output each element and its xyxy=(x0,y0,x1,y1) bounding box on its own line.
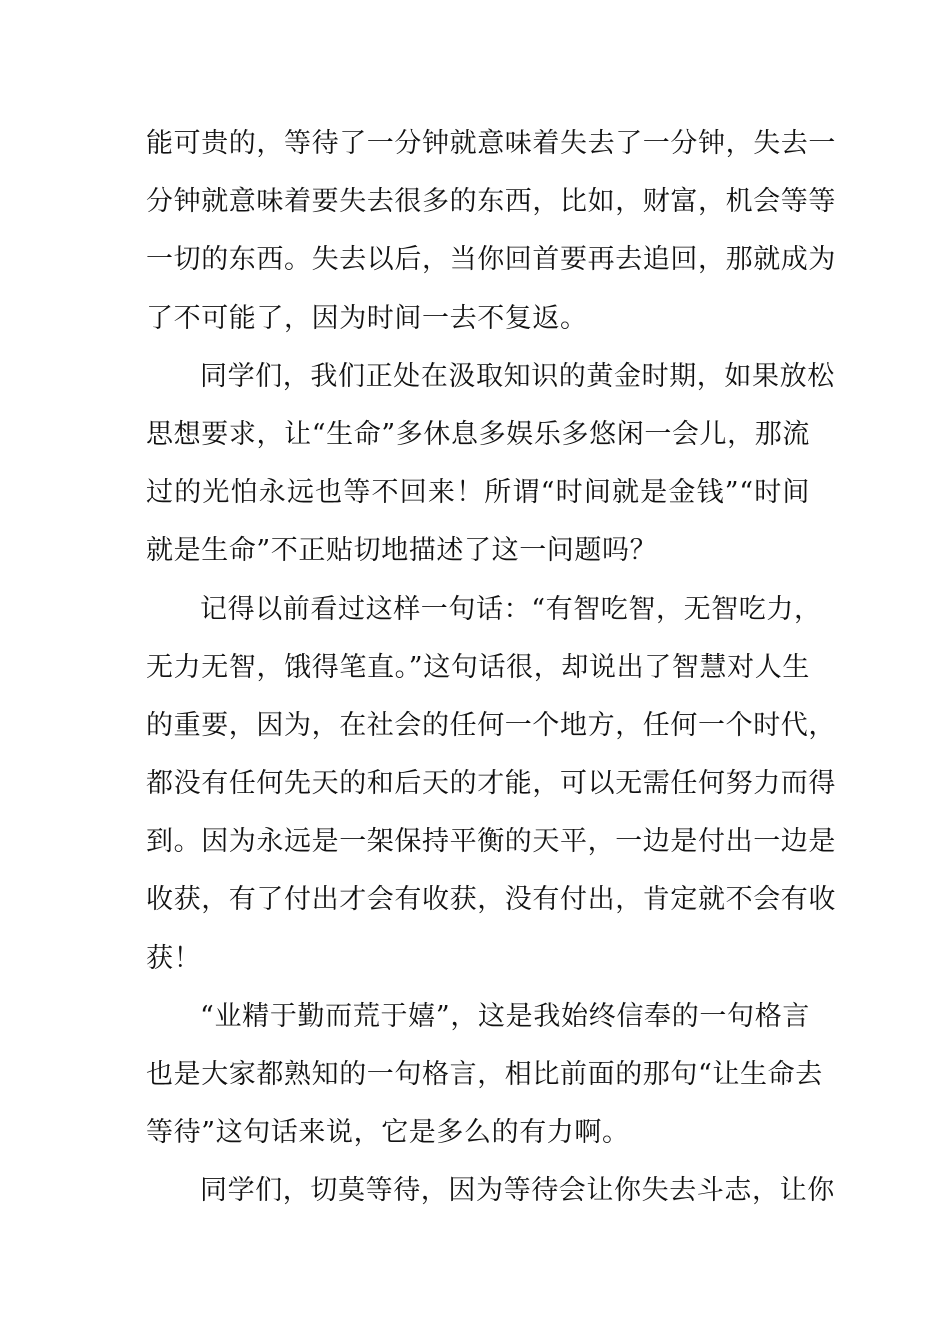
text-line: 能可贵的，等待了一分钟就意味着失去了一分钟，失去一 xyxy=(146,128,836,159)
text-line: 记得以前看过这样一句话：“有智吃智，无智吃力， xyxy=(200,593,822,625)
text-line: 一切的东西。失去以后，当你回首要再去追回，那就成为 xyxy=(146,244,836,276)
text-line: 了不可能了，因为时间一去不复返。 xyxy=(146,302,588,334)
text-line: 也是大家都熟知的一句格言，相比前面的那句“让生命去 xyxy=(146,1059,823,1090)
text-line: 思想要求，让“生命”多休息多娱乐多悠闲一会儿，那流 xyxy=(146,418,810,450)
text-line: 都没有任何先天的和后天的才能，可以无需任何努力而得 xyxy=(146,768,836,800)
text-line: 分钟就意味着要失去很多的东西，比如，财富，机会等等 xyxy=(146,186,836,218)
text-line: 过的光怕永远也等不回来！所谓“时间就是金钱”“时间 xyxy=(146,477,810,509)
text-line: 同学们，我们正处在汲取知识的黄金时期，如果放松 xyxy=(200,360,835,392)
text-line: 收获，有了付出才会有收获，没有付出，肯定就不会有收 xyxy=(146,884,836,916)
paragraph xyxy=(146,988,823,1163)
text-line: “业精于勤而荒于嬉”，这是我始终信奉的一句格言 xyxy=(200,1000,810,1032)
text-line: 到。因为永远是一架保持平衡的天平，一边是付出一边是 xyxy=(146,826,836,858)
text-line: 同学们，切莫等待，因为等待会让你失去斗志，让你 xyxy=(200,1175,835,1207)
paragraph xyxy=(146,1162,835,1220)
text-line: 等待”这句话来说，它是多么的有力啊。 xyxy=(146,1117,630,1149)
paragraph xyxy=(146,348,835,581)
paragraph xyxy=(146,115,836,348)
text-line: 获！ xyxy=(146,942,202,974)
paragraph xyxy=(146,581,836,988)
text-line: 无力无智，饿得笔直。”这句话很，却说出了智慧对人生 xyxy=(146,651,810,683)
text-line: 的重要，因为，在社会的任何一个地方，任何一个时代， xyxy=(146,709,836,741)
document-body xyxy=(146,115,836,1221)
text-line: 就是生命”不正贴切地描述了这一问题吗？ xyxy=(146,535,658,567)
